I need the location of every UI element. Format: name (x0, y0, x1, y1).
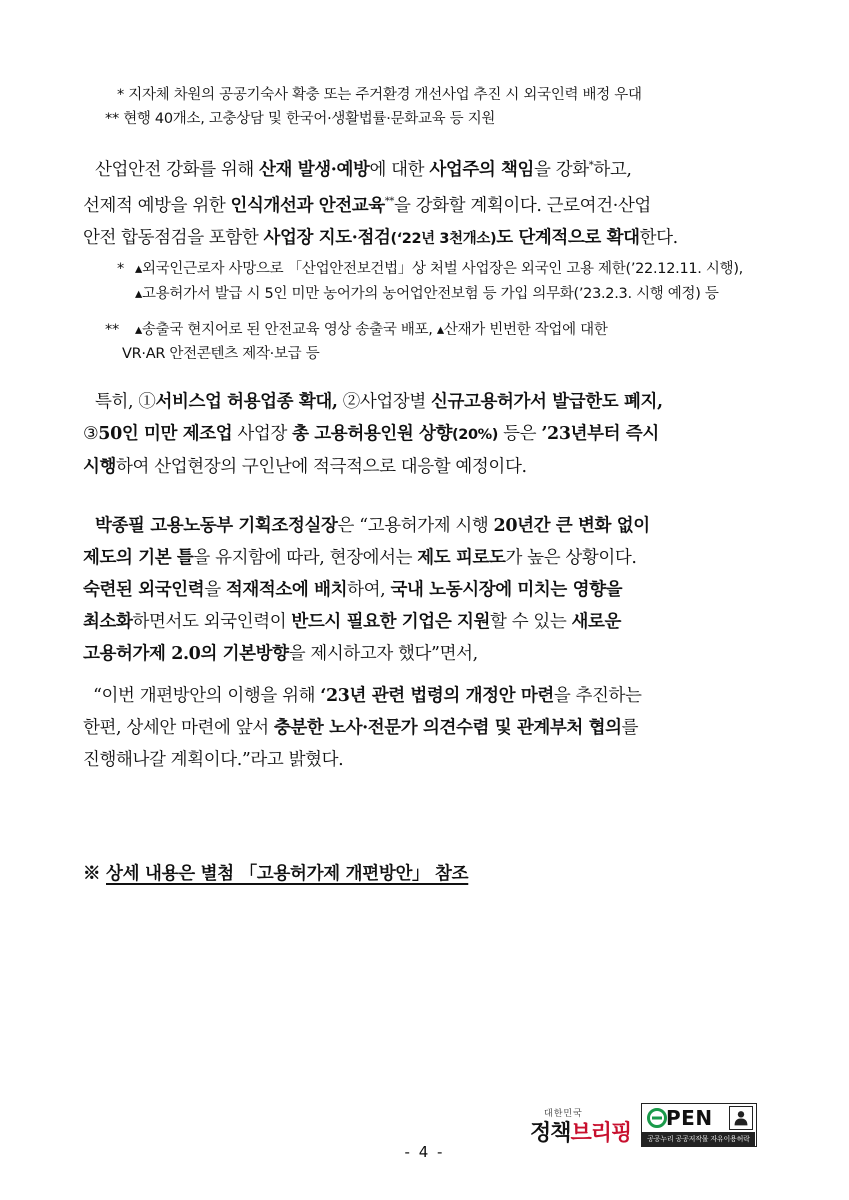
line: 산업안전 강화를 위해 산재 발생·예방에 대한 사업주의 책임을 강화*하고, (95, 159, 632, 180)
kogl-open-license-badge (641, 1103, 757, 1147)
footnote-star-2: ** (105, 322, 119, 338)
line: 안전 합동점검을 포함한 사업장 지도·점검(‘22년 3천개소)도 단계적으로 확대한다. (83, 227, 678, 248)
line: 선제적 예방을 위한 인식개선과 안전교육**을 강화할 계획이다. 근로여건·산업 (83, 195, 651, 216)
line: 최소화하면서도 외국인력이 반드시 필요한 기업은 지원할 수 있는 새로운 (83, 612, 622, 632)
footnote-star-1: * (117, 261, 124, 277)
line: 박종필 고용노동부 기획조정실장은 “고용허가제 시행 20년간 큰 변화 없이 (95, 516, 650, 536)
line: 제도의 기본 틀을 유지함에 따라, 현장에서는 제도 피로도가 높은 상황이다. (83, 548, 637, 568)
footnote-counseling-centers: ** 현행 40개소, 고충상담 및 한국어·생활법률·문화교육 등 지원 (105, 111, 496, 127)
line: 숙련된 외국인력을 적재적소에 배치하여, 국내 노동시장에 미치는 영향을 (83, 580, 623, 600)
line: 특히, ①서비스업 허용업종 확대, ②사업장별 신규고용허가서 발급한도 폐지, (95, 392, 663, 412)
page-number: - 4 - (404, 1143, 445, 1161)
footnote-safety-video: ▴송출국 현지어로 된 안전교육 영상 송출국 배포, ▴산재가 빈번한 작업에 대한 (135, 322, 608, 338)
line: 시행하여 산업현장의 구인난에 적극적으로 대응할 예정이다. (83, 457, 527, 477)
paragraph-special-measures (83, 386, 773, 483)
footnote-farm-insurance: ▴고용허가서 발급 시 5인 미만 농어가의 농어업안전보험 등 가입 의무화(’23.2.3. 시행 예정) 등 (135, 286, 719, 302)
logo-small-text: 대한민국 (544, 1109, 583, 1119)
attachment-note (83, 860, 468, 885)
open-o-icon (646, 1107, 668, 1129)
paragraph-official-quote (83, 510, 773, 670)
paragraph-implementation-plan (83, 680, 773, 776)
attachment-reference: 상세 내용은 별첨 「고용허가제 개편방안」 참조 (106, 864, 469, 884)
attribution-person-icon (729, 1106, 753, 1130)
footnote-dormitory: * 지자체 차원의 공공기숙사 확충 또는 주거환경 개선사업 추진 시 외국인력 배정 우대 (117, 87, 642, 103)
line: 진행해나갈 계획이다.”라고 밝혔다. (83, 750, 344, 770)
badge-top (642, 1104, 756, 1132)
line: “이번 개편방안의 이행을 위해 ‘23년 관련 법령의 개정안 마련을 추진하는 (93, 686, 642, 706)
footnote-foreign-worker-death: ▴외국인근로자 사망으로 「산업안전보건법」상 처벌 사업장은 외국인 고용 제한(’22.12.11. 시행), (135, 261, 743, 277)
open-word: PEN (666, 1106, 713, 1130)
line: ③50인 미만 제조업 사업장 총 고용허용인원 상향(20%) 등은 ’23년부터 즉시 (83, 424, 659, 444)
policy-briefing-logo (530, 1106, 630, 1146)
line: 고용허가제 2.0의 기본방향을 제시하고자 했다”면서, (83, 644, 478, 664)
reference-mark: ※ (83, 864, 101, 884)
paragraph-industrial-safety (83, 150, 773, 255)
license-strip-text: 공공누리 공공저작물 자유이용허락 (642, 1132, 755, 1146)
line: 한편, 상세안 마련에 앞서 충분한 노사·전문가 의견수렴 및 관계부처 협의를 (83, 718, 639, 738)
logo-main-text: 정책브리핑 (530, 1121, 632, 1146)
footnote-vr-ar-content: VR·AR 안전콘텐츠 제작·보급 등 (122, 346, 320, 362)
